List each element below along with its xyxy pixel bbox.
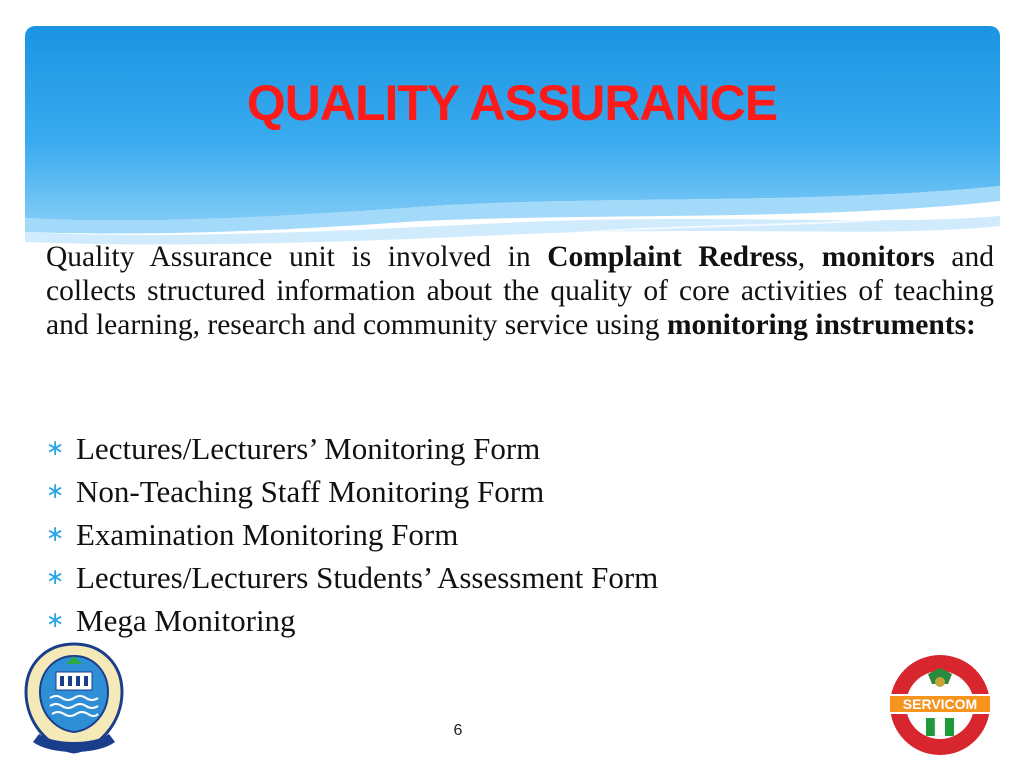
svg-text:SERVICOM: SERVICOM — [902, 696, 978, 712]
list-item — [46, 599, 658, 642]
list-item-label: Mega Monitoring — [76, 602, 296, 638]
list-item-label: Lectures/Lecturers’ Monitoring Form — [76, 430, 541, 466]
list-item — [46, 556, 658, 599]
list-item — [46, 513, 658, 556]
intro-bold-monitoring-instruments: monitoring instruments: — [666, 309, 976, 341]
intro-paragraph — [46, 240, 994, 342]
list-item-label: Non-Teaching Staff Monitoring Form — [76, 473, 545, 509]
asterisk-bullet-icon: ∗ — [46, 522, 65, 547]
slide-title: QUALITY ASSURANCE — [246, 75, 778, 131]
servicom-seal-icon — [887, 652, 993, 763]
asterisk-bullet-icon: ∗ — [46, 608, 65, 633]
intro-text-2: , — [797, 241, 822, 273]
asterisk-bullet-icon: ∗ — [46, 479, 65, 504]
intro-text-3: and collects structured information about the quality of core activities of teaching and learning, research and community service using — [46, 241, 995, 341]
list-item — [46, 427, 658, 470]
university-of-lagos-crest-icon — [22, 642, 126, 759]
header-background — [25, 26, 1000, 256]
list-item-label: Lectures/Lecturers Students’ Assessment Form — [76, 559, 659, 595]
intro-text-1: Quality Assurance unit is involved in — [46, 241, 548, 273]
page-number: 6 — [453, 722, 463, 739]
list-item-label: Examination Monitoring Form — [76, 516, 459, 552]
instrument-list — [46, 427, 658, 642]
list-item — [46, 470, 658, 513]
intro-bold-monitors: monitors — [821, 241, 935, 273]
intro-bold-complaint-redress: Complaint Redress — [547, 241, 798, 273]
header-banner — [25, 26, 1000, 256]
asterisk-bullet-icon: ∗ — [46, 436, 65, 461]
asterisk-bullet-icon: ∗ — [46, 565, 65, 590]
